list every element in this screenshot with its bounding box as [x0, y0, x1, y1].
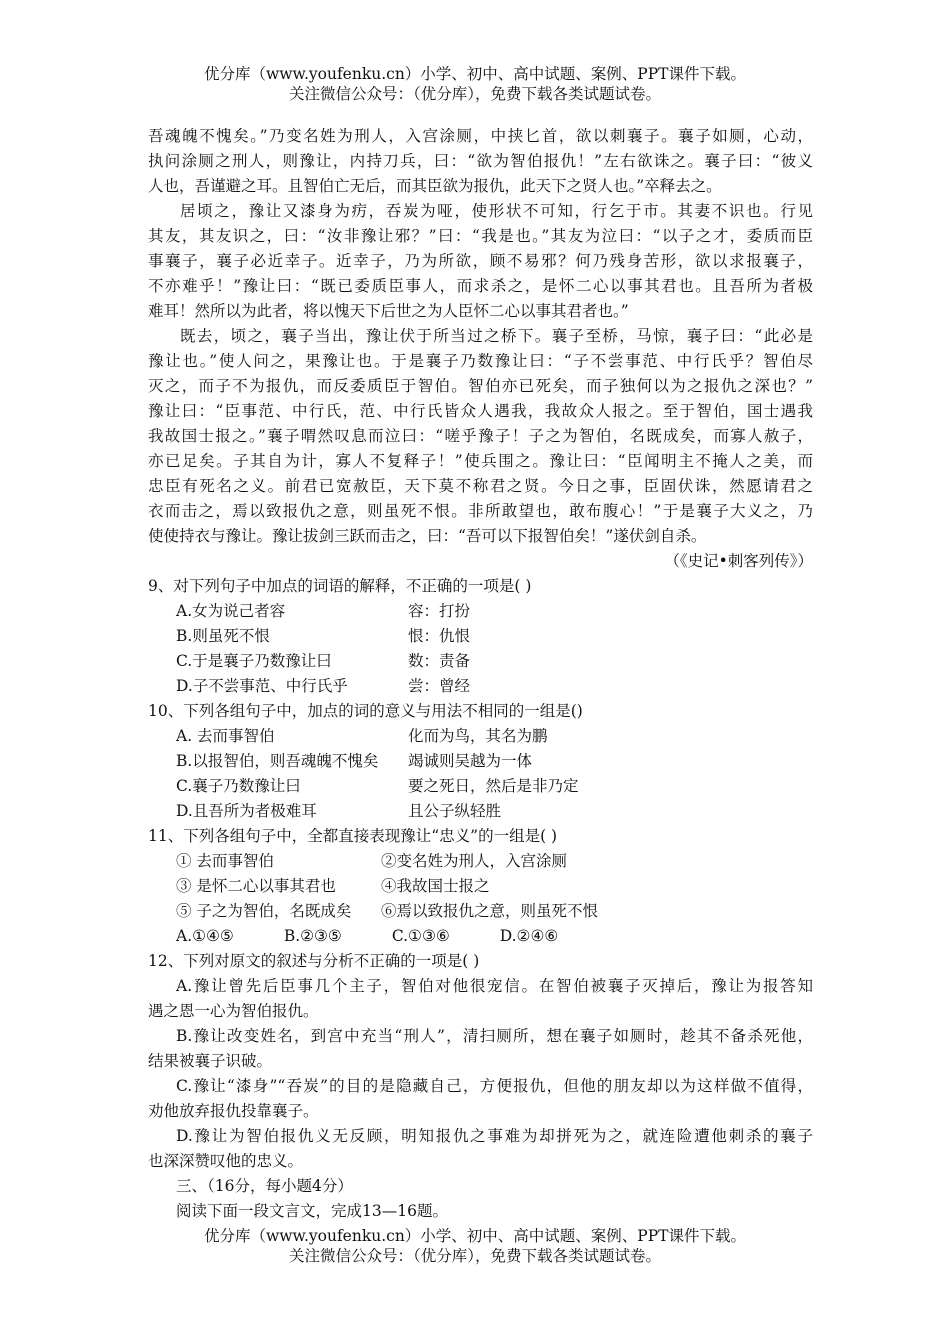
choice-c: C.①③⑥	[391, 927, 450, 945]
question-stem: 9、对下列句子中加点的词语的解释，不正确的一项是( )	[148, 577, 532, 595]
passage-source: （《史记•刺客列传》）	[664, 552, 813, 570]
question-stem: 11、下列各组句子中，全都直接表现豫让“忠义”的一组是( )	[148, 827, 558, 845]
option-line: 劝他放弃报仇投靠襄子。	[148, 1102, 319, 1120]
option-c	[148, 649, 813, 674]
sentence-pair	[148, 874, 813, 899]
header-line-2: 关注微信公众号：（优分库），免费下载各类试题试卷。	[288, 85, 661, 103]
option-left: A. 去而事智伯	[176, 727, 275, 745]
passage-line: 我故国士报之。”襄子喟然叹息而泣曰：“嗟乎豫子！子之为智伯，名既成矣，而寡人赦子，	[148, 427, 813, 445]
question-11	[148, 824, 813, 949]
option-b	[148, 624, 813, 649]
sentence-item: ⑥焉以致报仇之意，则虽死不恨	[381, 902, 599, 920]
passage-line: 不亦难乎！”豫让曰：“既已委质臣事人，而求杀之，是怀二心以事其君也。且吾所为者极	[148, 277, 813, 295]
option-d	[148, 799, 813, 824]
sentence-item: ① 去而事智伯	[176, 852, 274, 870]
choice-b: B.②③⑤	[283, 927, 342, 945]
passage-line: 居顷之，豫让又漆身为疠，吞炭为哑，使形状不可知，行乞于市。其妻不识也。行见	[180, 202, 813, 220]
passage-line: 豫让曰：“臣事范、中行氏，范、中行氏皆众人遇我，我故众人报之。至于智伯，国士遇我	[148, 402, 813, 420]
document-body	[148, 124, 813, 1224]
option-right: 竭诚则吴越为一体	[408, 752, 533, 770]
passage-line: 吾魂魄不愧矣。”乃变名姓为刑人，入宫涂厕，中挟匕首，欲以刺襄子。襄子如厕，心动，	[148, 127, 813, 145]
option-line: B.豫让改变姓名，到宫中充当“刑人”，清扫厕所，想在襄子如厕时，趁其不备杀死他，	[176, 1027, 813, 1045]
passage-line: 灭之，而子不为报仇，而反委质臣于智伯。智伯亦已死矣，而子独何以为之报仇之深也？”	[148, 377, 813, 395]
option-line: C.豫让“漆身”“吞炭”的目的是隐藏自己，方便报仇，但他的朋友却以为这样做不值得，	[176, 1077, 813, 1095]
answer-choices	[148, 924, 813, 949]
option-gloss: 恨：仇恨	[408, 627, 471, 645]
sentence-pair	[148, 849, 813, 874]
sentence-pair	[148, 899, 813, 924]
page-header	[0, 64, 950, 104]
option-b	[148, 749, 813, 774]
question-10	[148, 699, 813, 824]
option-line: D.豫让为智伯报仇义无反顾，明知报仇之事难为却拼死为之，就连险遭他刺杀的襄子	[176, 1127, 813, 1145]
option-gloss: 尝：曾经	[408, 677, 471, 695]
question-9	[148, 574, 813, 699]
passage-line: 亦已足矣。子其自为计，寡人不复释子！”使兵围之。豫让曰：“臣闻明主不掩人之美，而	[148, 452, 813, 470]
section-3	[148, 1174, 813, 1224]
header-line-1: 优分库（www.youfenku.cn）小学、初中、高中试题、案例、PPT课件下载。	[203, 65, 747, 83]
option-right: 且公子纵轻胜	[408, 802, 502, 820]
passage-line: 其友，其友识之，曰：“汝非豫让邪？”曰：“我是也。”其友为泣曰：“以子之才，委质而臣	[148, 227, 813, 245]
section-instruction: 阅读下面一段文言文，完成13—16题。	[176, 1202, 448, 1220]
option-gloss: 数：责备	[408, 652, 471, 670]
option-line: 也深深赞叹他的忠义。	[148, 1152, 304, 1170]
sentence-item: ⑤ 子之为智伯，名既成矣	[176, 902, 352, 920]
passage-line: 事襄子，襄子必近幸子。近幸子，乃为所欲，顾不易邪？何乃残身苦形，欲以求报襄子，	[148, 252, 813, 270]
option-a	[148, 724, 813, 749]
passage-line: 衣而击之，焉以致报仇之意，则虽死不恨。非所敢望也，敢布腹心！”于是襄子大义之，乃	[148, 502, 813, 520]
option-left: C.襄子乃数豫让曰	[176, 777, 301, 795]
option-line: A.豫让曾先后臣事几个主子，智伯对他很宠信。在智伯被襄子灭掉后，豫让为报答知	[176, 977, 813, 995]
option-c	[148, 774, 813, 799]
question-stem: 12、下列对原文的叙述与分析不正确的一项是( )	[148, 952, 480, 970]
option-sentence: B.则虽死不恨	[176, 627, 270, 645]
option-right: 化而为鸟，其名为鹏	[408, 727, 548, 745]
section-title: 三、（16分，每小题4分）	[176, 1177, 353, 1195]
passage-line: 执问涂厕之刑人，则豫让，内持刀兵，曰：“欲为智伯报仇！”左右欲诛之。襄子曰：“彼义	[148, 152, 813, 170]
option-sentence: D.子不尝事范、中行氏乎	[176, 677, 348, 695]
question-12	[148, 949, 813, 1174]
option-right: 要之死日，然后是非乃定	[408, 777, 579, 795]
passage-line: 忠臣有死名之义。前君已宽赦臣，天下莫不称君之贤。今日之事，臣固伏诛，然愿请君之	[148, 477, 813, 495]
sentence-item: ③ 是怀二心以事其君也	[176, 877, 336, 895]
footer-line-1: 优分库（www.youfenku.cn）小学、初中、高中试题、案例、PPT课件下载。	[203, 1227, 747, 1245]
sentence-item: ②变名姓为刑人，入宫涂厕	[381, 852, 568, 870]
passage-line: 人也，吾谨避之耳。且智伯亡无后，而其臣欲为报仇，此天下之贤人也。”卒释去之。	[148, 177, 722, 195]
passage-line: 既去，顷之，襄子当出，豫让伏于所当过之桥下。襄子至桥，马惊，襄子曰：“此必是	[180, 327, 813, 345]
option-left: D.且吾所为者极难耳	[176, 802, 317, 820]
passage-line: 使使持衣与豫让。豫让拔剑三跃而击之，曰：“吾可以下报智伯矣！”遂伏剑自杀。	[148, 527, 707, 545]
option-d	[148, 674, 813, 699]
option-a	[148, 599, 813, 624]
footer-line-2: 关注微信公众号：（优分库），免费下载各类试题试卷。	[288, 1247, 661, 1265]
option-sentence: A.女为说己者容	[176, 602, 286, 620]
choice-d: D.②④⑥	[499, 927, 559, 945]
option-left: B.以报智伯，则吾魂魄不愧矣	[176, 752, 379, 770]
option-line: 遇之恩一心为智伯报仇。	[148, 1002, 319, 1020]
passage-line: 难耳！然所以为此者，将以愧天下后世之为人臣怀二心以事其君者也。”	[148, 302, 629, 320]
choice-a: A.①④⑤	[176, 927, 234, 945]
passage	[148, 124, 813, 574]
question-stem: 10、下列各组句子中，加点的词的意义与用法不相同的一组是()	[148, 702, 583, 720]
passage-line: 豫让也。”使人问之，果豫让也。于是襄子乃数豫让曰：“子不尝事范、中行氏乎？智伯尽	[148, 352, 813, 370]
option-gloss: 容：打扮	[408, 602, 471, 620]
page-footer	[0, 1226, 950, 1266]
option-line: 结果被襄子识破。	[148, 1052, 273, 1070]
sentence-item: ④我故国士报之	[381, 877, 490, 895]
option-sentence: C.于是襄子乃数豫让曰	[176, 652, 332, 670]
